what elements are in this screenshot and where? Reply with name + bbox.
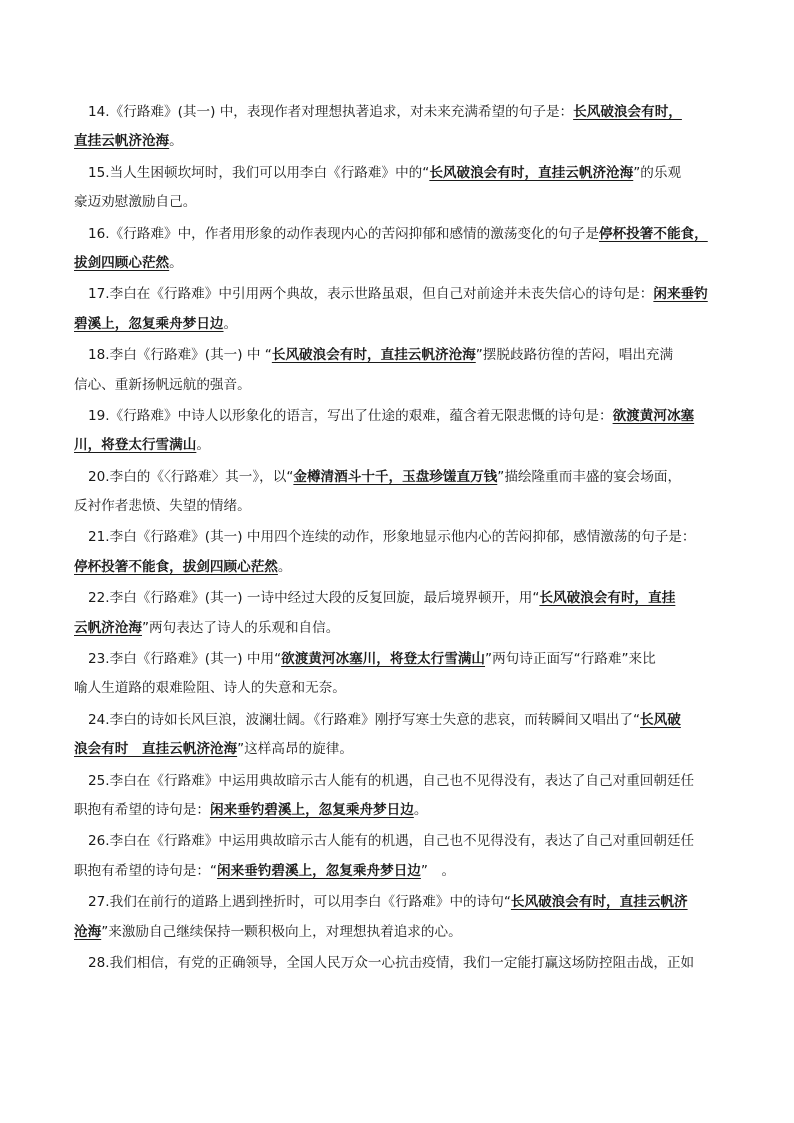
question-line-continued bbox=[74, 188, 724, 217]
question-line-first bbox=[74, 767, 724, 796]
question-line-first bbox=[74, 827, 724, 856]
question-line-continued bbox=[74, 796, 724, 825]
question-text: 17.李白在《行路难》中引用两个典故，表示世路虽艰，但自己对前途并未丧失信心的诗句是： bbox=[88, 286, 654, 303]
question-text-tail: ”两句表达了诗人的乐观和自信。 bbox=[141, 619, 340, 636]
question-line-first bbox=[74, 523, 724, 552]
question-text-tail: ”这样高昂的旋律。 bbox=[237, 741, 353, 758]
answer-text: 直挂云帆济沧海 bbox=[74, 133, 170, 150]
question-text: 28.我们相信，有党的正确领导，全国人民万众一心抗击疫情，我们一定能打赢这场防控阻击战，正如 bbox=[88, 954, 695, 971]
question-text-tail: ”的乐观 bbox=[633, 164, 682, 181]
question-line-first bbox=[74, 280, 724, 309]
answer-text: 闲来垂钓碧溪上，忽复乘舟梦日边 bbox=[216, 862, 421, 879]
question-line-continued bbox=[74, 249, 724, 278]
question-text: 23.李白《行路难》(其一) 中用“ bbox=[88, 651, 282, 668]
question-item bbox=[74, 280, 724, 339]
question-line-continued bbox=[74, 614, 724, 643]
question-text-tail: ”两句诗正面写“行路难”来比 bbox=[485, 651, 656, 668]
question-item bbox=[74, 523, 724, 582]
question-text-tail: ” 。 bbox=[420, 862, 456, 879]
question-item bbox=[74, 220, 724, 279]
question-text: 19.《行路难》中诗人以形象化的语言，写出了仕途的艰难，蕴含着无限悲慨的诗句是： bbox=[88, 407, 613, 424]
question-text: 反衬作者悲愤、失望的情绪。 bbox=[74, 498, 251, 515]
question-line-continued bbox=[74, 674, 724, 703]
question-text-tail: ”描绘隆重而丰盛的宴会场面， bbox=[497, 468, 682, 485]
answer-text: 欲渡黄河冰塞川，将登太行雪满山 bbox=[281, 651, 486, 668]
question-text-tail: ”来激励自己继续保持一颗积极向上，对理想执着追求的心。 bbox=[101, 923, 462, 940]
answer-text: 浪会有时 直挂云帆济沧海 bbox=[74, 741, 238, 758]
question-text-tail: 。 bbox=[196, 437, 210, 454]
question-line-continued bbox=[74, 857, 724, 886]
question-line-first bbox=[74, 645, 724, 674]
question-item bbox=[74, 888, 724, 947]
question-line-first bbox=[74, 888, 724, 917]
question-text: 喻人生道路的艰难险阻、诗人的失意和无奈。 bbox=[74, 680, 346, 697]
question-text: 18.李白《行路难》(其一) 中 “ bbox=[88, 347, 272, 364]
question-item bbox=[74, 949, 724, 978]
question-line-first bbox=[74, 159, 724, 188]
answer-text: 云帆济沧海 bbox=[74, 619, 142, 636]
question-line-continued bbox=[74, 918, 724, 947]
answer-text: 长风破 bbox=[640, 711, 681, 728]
question-item bbox=[74, 645, 724, 704]
question-line-continued bbox=[74, 310, 724, 339]
question-line-continued bbox=[74, 127, 724, 156]
answer-text: 长风破浪会有时，直挂云帆济沧海 bbox=[271, 347, 476, 364]
question-text: 职抱有希望的诗句是：“ bbox=[74, 862, 217, 879]
question-list bbox=[74, 98, 724, 980]
question-line-first bbox=[74, 341, 724, 370]
question-line-first bbox=[74, 220, 724, 249]
answer-text: 长风破浪会有时，直挂 bbox=[539, 590, 676, 607]
question-text: 信心、重新扬帆远航的强音。 bbox=[74, 376, 251, 393]
answer-text: 沧海 bbox=[74, 923, 102, 940]
question-text-tail: ”摆脱歧路彷徨的苦闷，唱出充满 bbox=[475, 347, 674, 364]
question-item bbox=[74, 584, 724, 643]
question-line-first bbox=[74, 463, 724, 492]
question-text: 22.李白《行路难》(其一) 一诗中经过大段的反复回旋，最后境界顿开，用“ bbox=[88, 590, 540, 607]
question-text: 24.李白的诗如长风巨浪，波澜壮阔。《行路难》刚抒写寒士失意的悲哀，而转瞬间又唱出了“ bbox=[88, 711, 641, 728]
question-text-tail: 。 bbox=[169, 254, 183, 271]
question-item bbox=[74, 159, 724, 218]
question-text-tail: 。 bbox=[413, 801, 428, 818]
question-item bbox=[74, 767, 724, 826]
question-line-continued bbox=[74, 553, 724, 582]
answer-text: 长风破浪会有时，直挂云帆济沧海 bbox=[429, 164, 634, 181]
question-text: 21.李白《行路难》(其一) 中用四个连续的动作，形象地显示他内心的苦闷抑郁，感情激荡的句子是： bbox=[88, 529, 696, 546]
question-text: 职抱有希望的诗句是： bbox=[74, 801, 210, 818]
question-line-continued bbox=[74, 431, 724, 460]
answer-text: 长风破浪会有时， bbox=[573, 104, 682, 120]
question-item bbox=[74, 706, 724, 765]
question-line-first bbox=[74, 402, 724, 431]
question-line-first bbox=[74, 584, 724, 613]
question-text: 20.李白的《〈行路难〉其一》，以“ bbox=[88, 468, 294, 485]
question-line-continued bbox=[74, 371, 724, 400]
question-text-tail: 。 bbox=[277, 558, 292, 575]
question-line-first bbox=[74, 98, 724, 127]
question-item bbox=[74, 402, 724, 461]
answer-text: 闲来垂钓碧溪上，忽复乘舟梦日边 bbox=[209, 801, 414, 818]
answer-text: 川，将登太行雪满山 bbox=[74, 437, 197, 454]
question-line-first bbox=[74, 706, 724, 735]
question-text: 25.李白在《行路难》中运用典故暗示古人能有的机遇，自己也不见得没有，表达了自己对重回朝廷任 bbox=[88, 772, 695, 789]
question-text: 27.我们在前行的道路上遇到挫折时，可以用李白《行路难》中的诗句“ bbox=[88, 894, 511, 911]
question-item bbox=[74, 341, 724, 400]
answer-text: 碧溪上，忽复乘舟梦日边 bbox=[74, 315, 224, 332]
answer-text: 欲渡黄河冰塞 bbox=[612, 407, 695, 424]
question-text-tail: 。 bbox=[223, 315, 238, 332]
question-text: 豪迈劝慰激励自己。 bbox=[74, 194, 197, 211]
question-text-tail: 。 bbox=[169, 133, 183, 150]
question-text: 15.当人生困顿坎坷时，我们可以用李白《行路难》中的“ bbox=[88, 164, 430, 181]
question-item bbox=[74, 827, 724, 886]
question-text: 16.《行路难》中，作者用形象的动作表现内心的苦闷抑郁和感情的激荡变化的句子是 bbox=[88, 225, 599, 242]
answer-text: 长风破浪会有时，直挂云帆济 bbox=[510, 894, 688, 911]
question-line-first bbox=[74, 949, 724, 978]
question-item bbox=[74, 463, 724, 522]
answer-text: 拔剑四顾心茫然 bbox=[74, 254, 170, 271]
question-line-continued bbox=[74, 492, 724, 521]
question-item bbox=[74, 98, 724, 157]
answer-text: 停杯投箸不能食， bbox=[599, 225, 708, 242]
question-text: 26.李白在《行路难》中运用典故暗示古人能有的机遇，自己也不见得没有，表达了自己对重回朝廷任 bbox=[88, 833, 695, 850]
answer-text: 金樽清酒斗十千，玉盘珍馐直万钱 bbox=[293, 468, 498, 485]
question-line-continued bbox=[74, 735, 724, 764]
answer-text: 停杯投箸不能食，拔剑四顾心茫然 bbox=[74, 558, 278, 575]
answer-text: 闲来垂钓 bbox=[653, 286, 708, 303]
question-text: 14.《行路难》(其一) 中，表现作者对理想执著追求，对未来充满希望的句子是： bbox=[88, 104, 574, 120]
